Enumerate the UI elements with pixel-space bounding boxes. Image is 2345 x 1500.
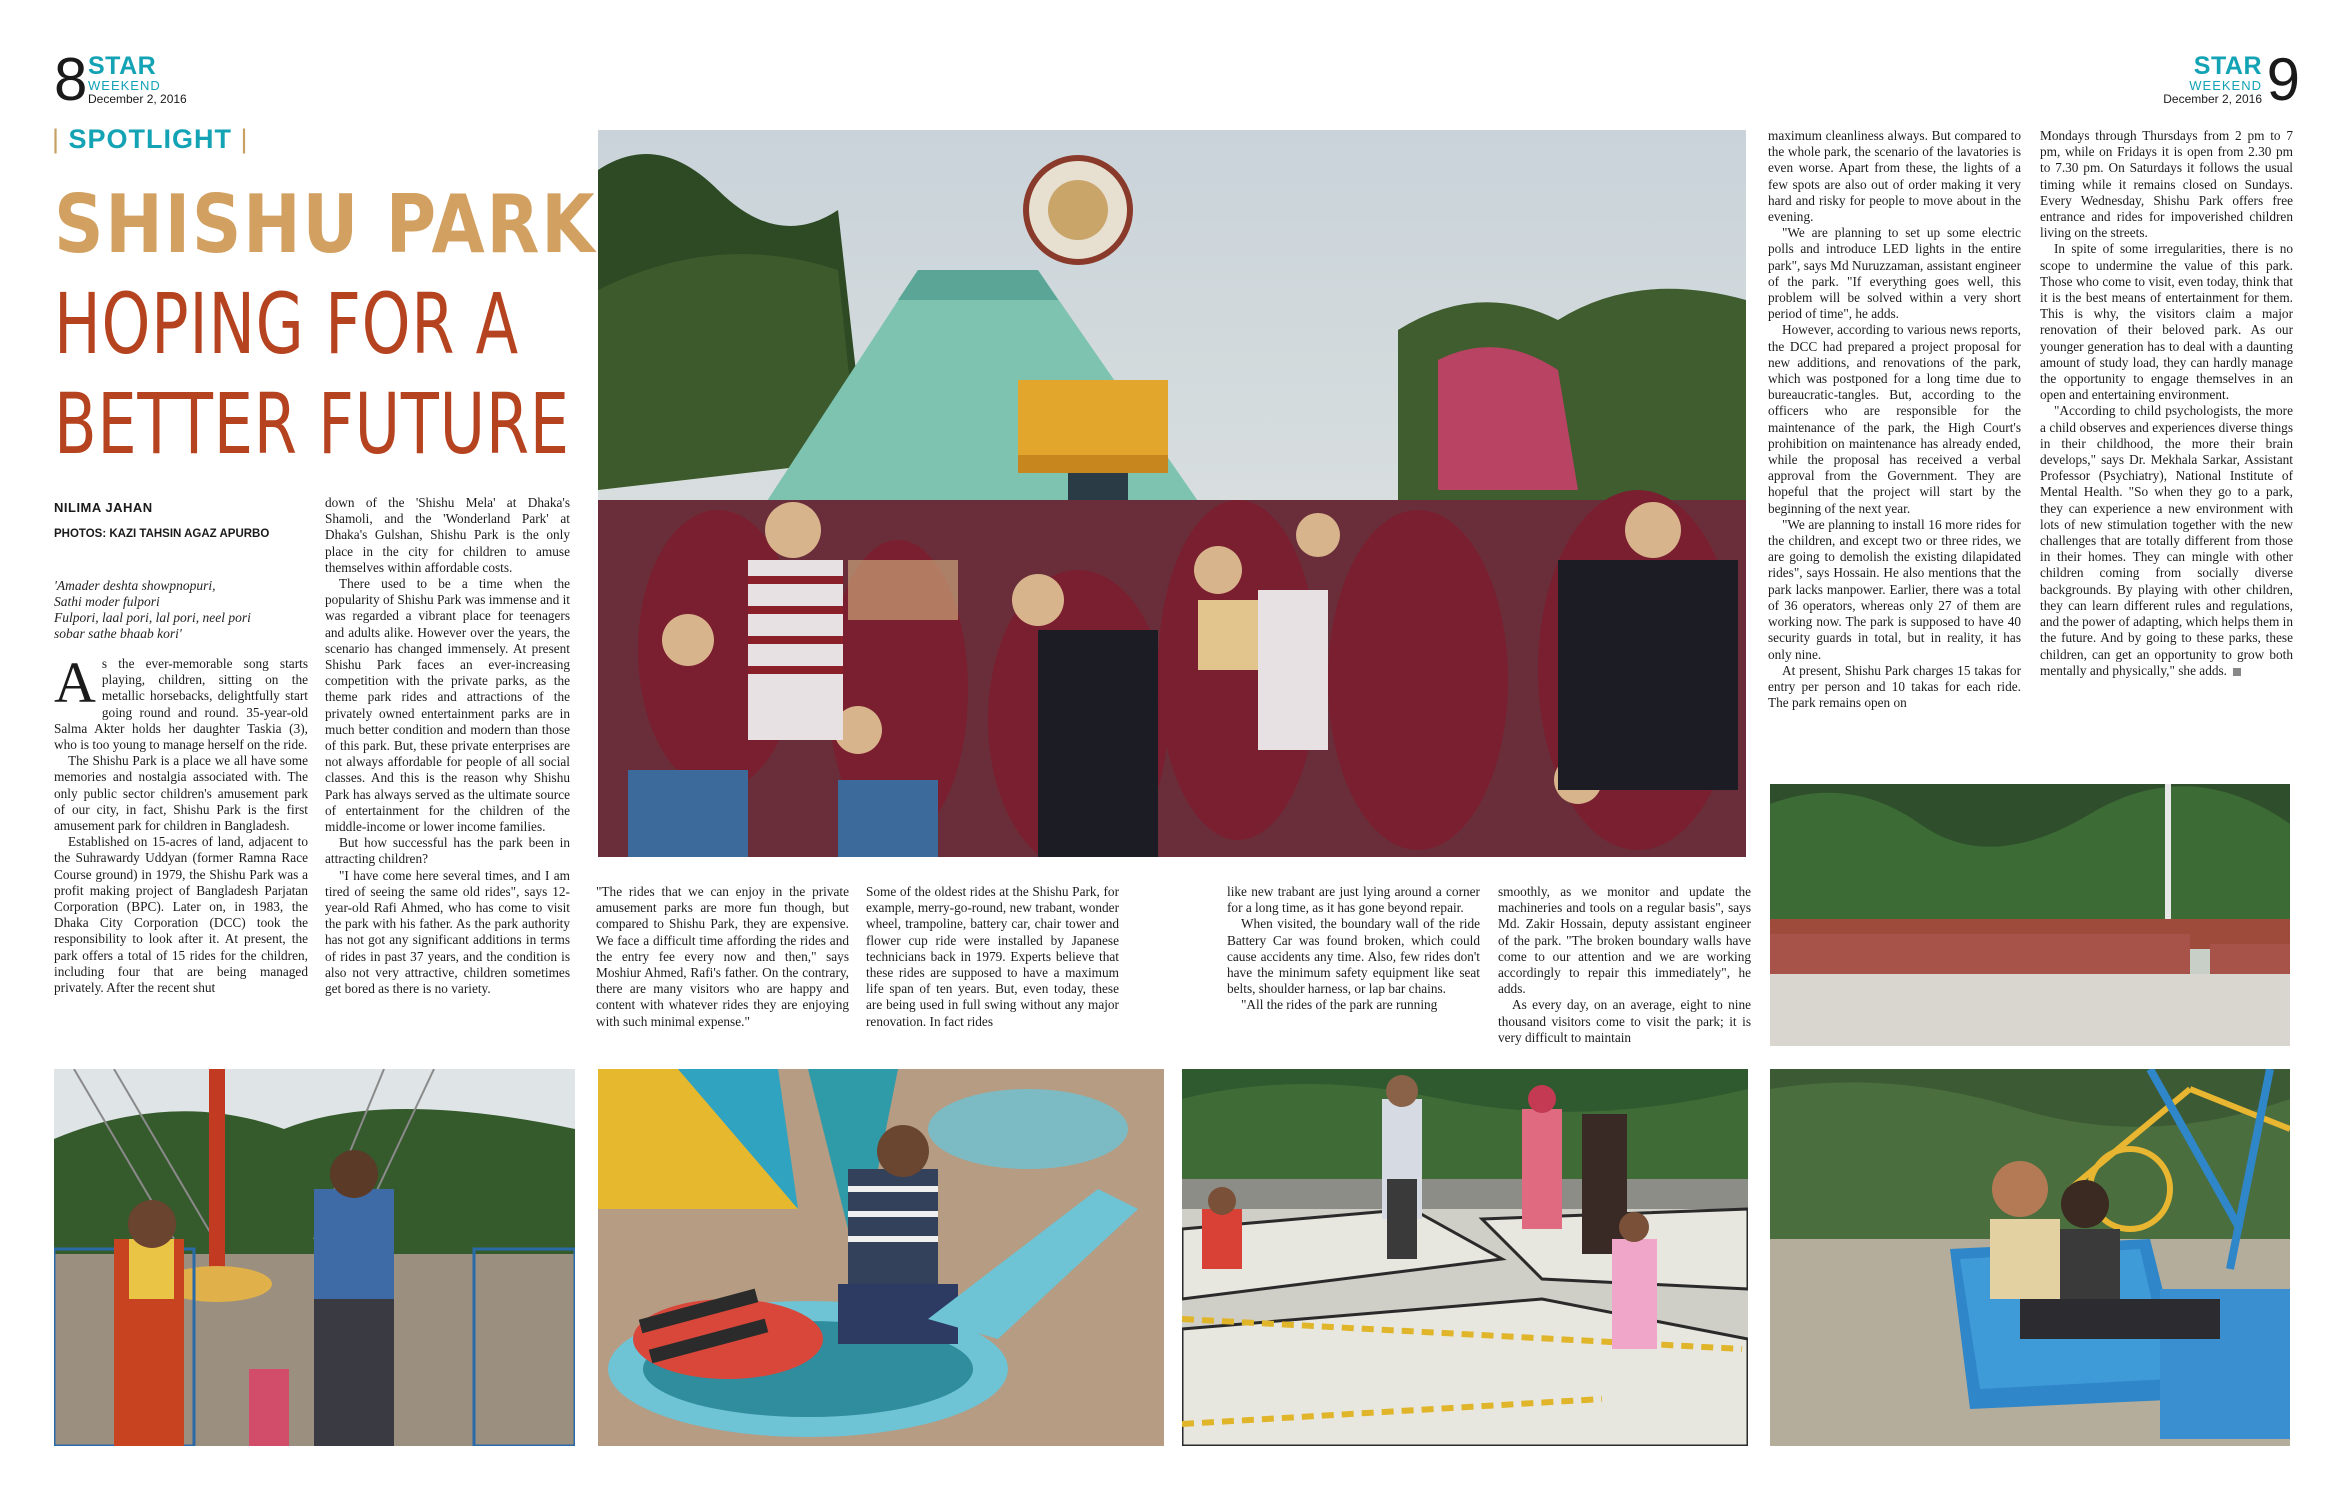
section-label: SPOTLIGHT xyxy=(68,124,233,154)
page-number-right: 9 xyxy=(2266,46,2300,113)
paragraph: In spite of some irregularities, there is no scope to undermine the value of this park. Those who come to visit, even today, think that it is the best means of entertainment for them. This is why, the visitors claim a major renovation of their beloved park. As our younger generation has to deal with a daunting amount of study load, they can hardly manage the opportunity to engage themselves in an open and entertaining environment. xyxy=(2040,241,2293,403)
photo-credit: PHOTOS: KAZI TAHSIN AGAZ APURBO xyxy=(54,528,270,540)
issue-date-right: December 2, 2016 xyxy=(2163,92,2262,106)
paragraph: "I have come here several times, and I am tired of seeing the same old rides", says 12-year-old Rafi Ahmed, who has come to visit the park with his father. As the park authority has not got any significant additions in terms of rides in past 37 years, and the condition is also not very attractive, children sometimes get bored as there is no variety. xyxy=(325,867,570,997)
headline-line-3: BETTER FUTURE xyxy=(54,375,570,473)
paragraph: At present, Shishu Park charges 15 takas for entry per person and 10 takas for each ride. The park remains open on xyxy=(1768,662,2021,711)
paragraph: But how successful has the park been in attracting children? xyxy=(325,835,570,867)
section-rubric: | SPOTLIGHT | xyxy=(52,124,249,154)
author-byline: NILIMA JAHAN xyxy=(54,500,153,515)
weekend-logo-text-right: WEEKEND xyxy=(2189,78,2262,93)
right-folio xyxy=(2150,46,2300,113)
paragraph: smoothly, as we monitor and update the machineries and tools on a regular basis", says Md. Zakir Hossain, deputy assistant engineer of the park. "The broken boundary walls have come to our attention and we are working accordingly to repair this immediately", he adds. xyxy=(1498,884,1751,997)
article-column-6 xyxy=(1498,884,1751,1046)
star-weekend-logo: STAR xyxy=(88,52,157,80)
star-weekend-logo-right: STAR xyxy=(2193,52,2262,80)
paragraph: "The rides that we can enjoy in the private amusement parks are more fun though, but compared to Shishu Park, they are expensive. We face a difficult time affording the rides and the entry fee every now and then," says Moshiur Ahmed, Rafi's father. On the contrary, there are many visitors who are happy and content with whatever rides they are enjoying with such minimal expense." xyxy=(596,884,849,1029)
photo-blue-swing-ride-couple xyxy=(1770,1069,2290,1446)
paragraph: When visited, the boundary wall of the ride Battery Car was found broken, which could cause accidents any time. Also, few rides don't have the minimum safety equipment like seat belts, shoulder harness, or lap bar chains. xyxy=(1227,916,1480,997)
paragraph: "According to child psychologists, the more a child observes and experiences diverse things in their childhood, the more their brain develops," says Dr. Mekhala Sarkar, Assistant Professor (Psychiatry), National Institute of Mental Health. "So when they go to a park, they can experience a new environment with lots of new stimulation together with the new challenges that are totally different from those in their homes. They can mingle with other children coming from socially diverse backgrounds. By playing with other children, they can learn different rules and regulations, and the power of adapting, which helps them in the future. And by going to these parks, these children, can get an opportunity to grow both mentally and physically," she adds. xyxy=(2040,403,2293,678)
verse-line: Sathi moder fulpori xyxy=(54,594,160,609)
end-of-story-mark xyxy=(2233,668,2241,676)
article-column-5 xyxy=(1227,884,1480,1014)
photo-chair-swing-visitors xyxy=(54,1069,575,1446)
weekend-logo-text: WEEKEND xyxy=(88,78,161,93)
paragraph: maximum cleanliness always. But compared to the whole park, the scenario of the lavatories is even worse. Apart from these, the lights of a few spots are also out of order making it very hard and risky for people to move about in the evening. xyxy=(1768,128,2021,225)
verse-line: 'Amader deshta showpnopuri, xyxy=(54,578,216,593)
paragraph: However, according to various news reports, the DCC had prepared a project proposal for new additions, and renovations of the park, which was postponed for a long time due to bureaucratic-tangles. But, according to the officers who are responsible for the maintenance of the park, the High Court's prohibition on maintenance has already ended, while the proposal has received a verbal approval from the Government. They are hopeful that the project will start by the beginning of the next year. xyxy=(1768,322,2021,516)
verse-line: Fulpori, laal pori, lal pori, neel pori xyxy=(54,610,251,625)
photo-park-entrance-crowd xyxy=(598,130,1746,857)
paragraph: Some of the oldest rides at the Shishu Park, for example, merry-go-round, new trabant, wonder wheel, trampoline, battery car, chair tower and flower cup ride were installed by Japanese technicians back in 1979. Experts believe that these rides are supposed to have a maximum life span of ten years. But, even today, these are being used in full swing without any major renovation. In fact rides xyxy=(866,884,1119,1029)
paragraph: "We are planning to install 16 more rides for the children, and except two or three rides, we are going to demolish the existing dilapidated rides", says Hossain. He also mentions that the park lacks manpower. Earlier, there was a total of 36 operators, whereas only 27 of them are working now. The park is supposed to have 40 security guards in total, but in reality, it has only nine. xyxy=(1768,516,2021,662)
paragraph: Established on 15-acres of land, adjacent to the Suhrawardy Uddyan (former Ramna Race Course ground) in 1979, the Shishu Park was a profit making project of Bangladesh Parjatan Corporation (BPC). Later on, in 1983, the Dhaka City Corporation (DCC) took the responsibility to look after it. At present, the park offers a total of 15 rides for the children, including four that are being managed privately. After the recent shut xyxy=(54,834,308,996)
issue-date-left: December 2, 2016 xyxy=(88,92,187,106)
paragraph: As every day, on an average, eight to nine thousand visitors come to visit the park; it is very difficult to maintain xyxy=(1498,997,1751,1045)
page-number-left: 8 xyxy=(54,46,88,113)
paragraph: s the ever-memorable song starts playing, children, sitting on the metallic horsebacks, delightfully start going round and round. 35-year-old Salma Akter holds her daughter Taskia (3), who is too young to manage herself on the ride. xyxy=(54,656,308,753)
headline-line-2: HOPING FOR A xyxy=(54,275,519,373)
paragraph: The Shishu Park is a place we all have some memories and nostalgia associated with. The only public sector children's amusement park of our city, in fact, Shishu Park is the first amusement park for children in Bangladesh. xyxy=(54,753,308,834)
photo-broken-boundary-wall xyxy=(1770,784,2290,1046)
paragraph: "We are planning to set up some electric polls and introduce LED lights in the entire park", says Md Nuruzzaman, assistant engineer of the park. "If everything goes well, this problem will be solved within a very short period of time", he adds. xyxy=(1768,225,2021,322)
paragraph: "All the rides of the park are running xyxy=(1241,997,1438,1013)
verse-line: sobar sathe bhaab kori' xyxy=(54,626,182,641)
song-verse xyxy=(54,578,314,642)
paragraph: Mondays through Thursdays from 2 pm to 7 pm, while on Fridays it is open from 2.30 pm to 7.30 pm. On Saturdays it follows the usual timing while it remains closed on Sundays. Every Wednesday, Shishu Park offers free entrance and rides for impoverished children living on the streets. xyxy=(2040,128,2293,241)
paragraph: down of the 'Shishu Mela' at Dhaka's Shamoli, and the 'Wonderland Park' at Dhaka's Gulshan, Shishu Park is the only place in the city for children to amuse themselves within affordable costs. xyxy=(325,495,570,575)
article-column-2 xyxy=(325,495,570,997)
article-column-7 xyxy=(1768,128,2021,711)
photo-rocket-ride xyxy=(598,1069,1164,1446)
paragraph: like new trabant are just lying around a corner for a long time, as it has gone beyond repair. xyxy=(1227,884,1480,916)
paragraph: There used to be a time when the popularity of Shishu Park was immense and it was regarded a vibrant place for teenagers and adults alike. However over the years, the scenario has changed immensely. At present Shishu Park faces an ever-increasing competition with the private parks, as the theme park rides and attractions of the privately owned entertainment parks are in much better condition and modern than those of this park. But, these private enterprises are not always affordable for people of all social classes. And this is the reason why Shishu Park has always served as the ultimate source of entertainment for the children of the middle-income or lower income families. xyxy=(325,576,570,835)
article-column-1 xyxy=(54,650,308,996)
article-column-4 xyxy=(866,884,1119,1030)
article-column-3 xyxy=(596,884,849,1030)
drop-cap: A xyxy=(54,650,96,715)
headline-line-1: SHISHU PARK xyxy=(54,178,597,271)
photo-trampolines xyxy=(1182,1069,1748,1446)
article-column-8 xyxy=(2040,128,2293,679)
